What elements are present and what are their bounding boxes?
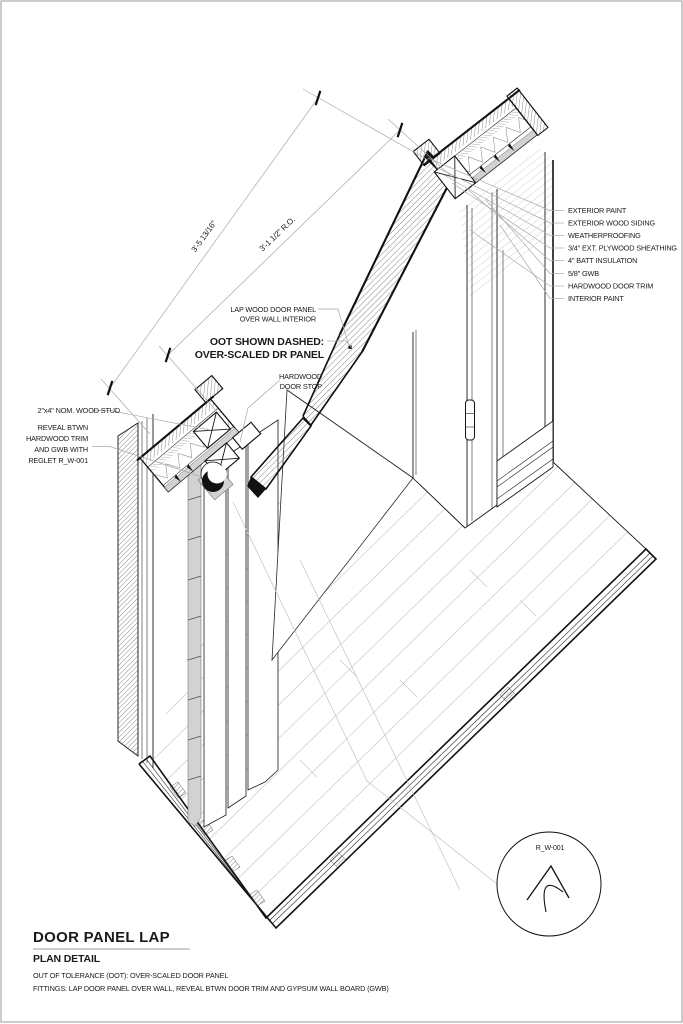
label-batt-insulation: 4" BATT INSULATION [568,256,638,265]
label-door-stop-2: DOOR STOP [279,382,322,391]
detail-marker-label: R_W-001 [535,845,565,852]
label-interior-paint: INTERIOR PAINT [568,294,624,303]
label-door-stop-1: HARDWOOD [279,372,322,381]
label-door-trim: HARDWOOD DOOR TRIM [568,281,654,291]
oot-callout [195,336,352,361]
dim-rough-opening: 3'-1 1/2" R.O. [257,215,297,254]
sheet-subtitle: PLAN DETAIL [33,953,100,965]
label-reveal-4: REGLET R_W-001 [28,456,88,465]
label-gwb: 5/8" GWB [568,269,599,278]
note-fittings: FITTINGS: LAP DOOR PANEL OVER WALL, REVEAL BTWN DOOR TRIM AND GYPSUM WALL BOARD (GWB) [33,984,389,993]
label-reveal-1: REVEAL BTWN [37,423,88,432]
label-reveal-3: AND GWB WITH [34,445,88,454]
label-oot-2: OVER-SCALED DR PANEL [194,349,324,361]
label-reveal-2: HARDWOOD TRIM [26,434,88,443]
label-stud: 2"x4" NOM. WOOD STUD [37,406,120,415]
label-lap-2: OVER WALL INTERIOR [239,314,316,324]
sheet-title: DOOR PANEL LAP [33,929,170,946]
label-lap-1: LAP WOOD DOOR PANEL [230,305,316,314]
title-block [33,929,389,993]
note-oot: OUT OF TOLERANCE (OOT): OVER-SCALED DOOR PANEL [33,971,229,980]
label-plywood: 3/4" EXT. PLYWOOD SHEATHING [568,243,677,253]
label-weatherproofing: WEATHERPROOFING [568,231,641,240]
door-hinge [466,400,475,440]
dim-overall: 3'-5 13/16" [189,219,219,254]
label-oot-1: OOT SHOWN DASHED: [209,336,324,348]
label-exterior-siding: EXTERIOR WOOD SIDING [568,218,655,228]
label-exterior-paint: EXTERIOR PAINT [568,206,627,215]
